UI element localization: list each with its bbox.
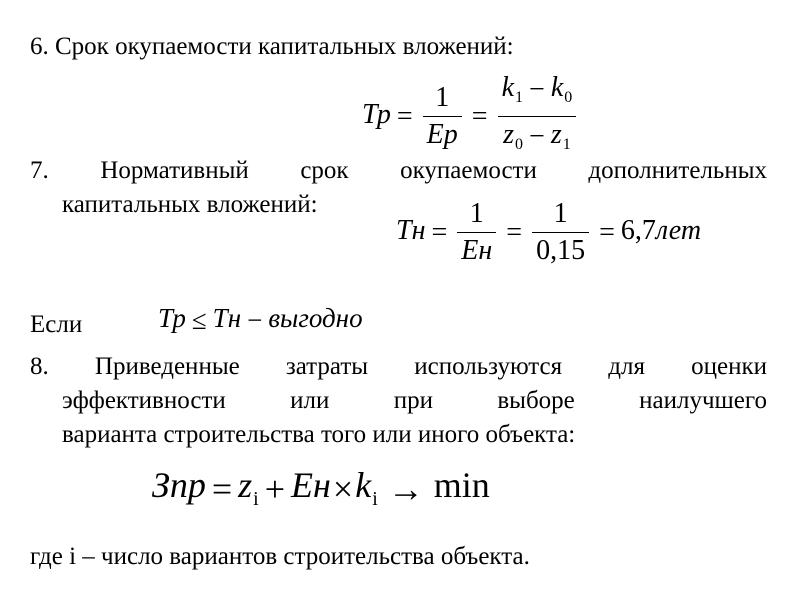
footnote-text: где i – число вариантов строительства объекта. [30, 543, 530, 570]
item-8-line-1: 8. Приведенные затраты используются для оценки [30, 353, 767, 380]
formula-min: min [433, 465, 490, 505]
formula-reduced-costs [152, 464, 490, 511]
formula-z-subscript: i [253, 488, 259, 510]
item-8-line-3: варианта строительства того или иного объекта: [62, 421, 576, 448]
if-label: Если [30, 311, 83, 338]
item-7-line-1: 7. Нормативный срок окупаемости дополнительных [30, 157, 767, 184]
formula-profitability-condition [158, 303, 363, 336]
formula-normative-period [396, 196, 701, 269]
equals-sign: = [471, 100, 488, 132]
fraction-one-over-en [457, 196, 496, 269]
formula-tr: Тр [158, 303, 186, 333]
fraction-one-over-015 [532, 196, 589, 269]
formula-tn-lhs: Тн [396, 214, 426, 246]
times-sign: × [332, 468, 354, 509]
formula-en: Ен [291, 465, 331, 505]
equals-sign: = [211, 468, 233, 509]
item-8-line-2: эффективности или при выборе наилучшего [62, 387, 767, 414]
formula-k: k [355, 465, 372, 505]
fraction-numerator: 1 [469, 198, 484, 229]
result-value: 6,7 [620, 214, 656, 246]
dash-sign: − [247, 305, 263, 336]
equals-sign: = [431, 216, 448, 248]
fraction-denominator: $z_0 - z_1$ [503, 119, 571, 153]
fraction-denominator: 0,15 [536, 235, 586, 266]
formula-tn: Тн [212, 303, 242, 333]
formula-k-subscript: i [372, 488, 378, 510]
equals-sign: = [396, 100, 413, 132]
formula-z: z [238, 465, 253, 505]
item-6-text: 6. Срок окупаемости капитальных вложений: [30, 33, 514, 60]
formula-payback-period [362, 70, 580, 163]
result-unit: лет [655, 214, 702, 246]
fraction-one-over-ep [423, 80, 462, 153]
fraction-numerator: 1 [435, 82, 450, 113]
item-7-line-2: капитальных вложений: [62, 191, 318, 218]
arrow-sign: → [387, 468, 424, 509]
formula-zpr-lhs: Зпр [152, 465, 206, 505]
equals-sign: = [506, 216, 523, 248]
fraction-numerator: $k_1 - k_0$ [501, 72, 573, 106]
fraction-denominator: Ер [426, 119, 458, 150]
fraction-k-over-z [498, 70, 577, 163]
plus-sign: + [264, 468, 286, 509]
formula-word-profitable: выгодно [268, 303, 363, 333]
equals-sign: = [599, 216, 615, 248]
less-or-equal-sign: ≤ [191, 305, 207, 336]
fraction-denominator: Ен [461, 235, 493, 266]
fraction-numerator: 1 [553, 198, 568, 229]
formula-tr-lhs: Тр [362, 98, 391, 130]
